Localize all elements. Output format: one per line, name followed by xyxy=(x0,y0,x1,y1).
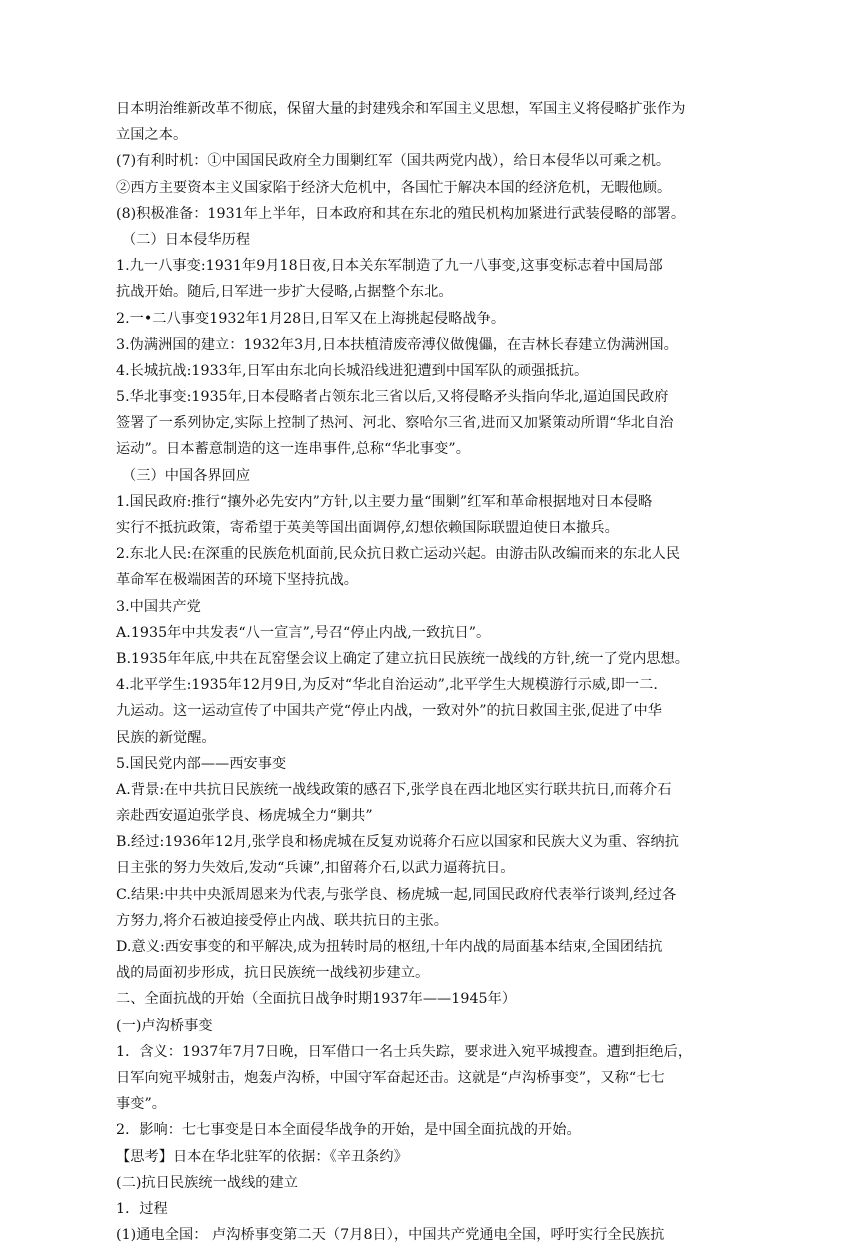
text-line: (一)卢沟桥事变 xyxy=(116,1017,213,1034)
text-line: 二、全面抗战的开始（全面抗日战争时期1937年——1945年） xyxy=(116,991,517,1008)
text-line: 实行不抵抗政策，寄希望于英美等国出面调停,幻想依赖国际联盟迫使日本撤兵。 xyxy=(116,520,619,536)
text-line: 4.长城抗战:1933年,日军由东北向长城沿线进犯遭到中国军队的顽强抵抗。 xyxy=(116,362,589,379)
text-line: 2．影响：七七事变是日本全面侵华战争的开始，是中国全面抗战的开始。 xyxy=(116,1122,581,1139)
text-line: 抗战开始。随后,日军进一步扩大侵略,占据整个东北。 xyxy=(116,284,453,301)
text-line: 1．过程 xyxy=(116,1200,168,1217)
text-line: (二)抗日民族统一战线的建立 xyxy=(116,1174,299,1191)
text-line: (7)有利时机：①中国国民政府全力围剿红军（国共两党内战），给日本侵华以可乘之机。 xyxy=(116,153,671,170)
text-line: A.1935年中共发表“八一宣言”,号召“停止内战,一致抗日”。 xyxy=(116,624,491,641)
text-line: 亲赴西安逼迫张学良、杨虎城全力“剿共” xyxy=(116,808,373,825)
text-line: （二）日本侵华历程 xyxy=(122,231,251,248)
text-line: 【思考】日本在华北驻军的依据：《辛丑条约》 xyxy=(116,1148,408,1165)
text-line: 日军向宛平城射击，炮轰卢沟桥，中国守军奋起还击。这就是“卢沟桥事变”，又称“七七 xyxy=(116,1069,665,1086)
text-line: A.背景:在中共抗日民族统一战线政策的感召下,张学良在西北地区实行联共抗日,而蒋介石 xyxy=(116,781,672,798)
text-line: 5.国民党内部——西安事变 xyxy=(116,755,287,772)
text-line: 1.国民政府:推行“攘外必先安内”方针,以主要力量“围剿”红军和革命根据地对日本侵略 xyxy=(116,493,653,510)
text-line: 民族的新觉醒。 xyxy=(116,729,216,746)
text-line: 革命军在极端困苦的环境下坚持抗战。 xyxy=(116,572,359,589)
text-line: ②西方主要资本主义国家陷于经济大危机中，各国忙于解决本国的经济危机，无暇他顾。 xyxy=(116,179,672,196)
text-line: 1．含义：1937年7月7日晚，日军借口一名士兵失踪，要求进入宛平城搜查。遭到拒绝后， xyxy=(116,1043,693,1060)
text-line: 运动”。日本蓄意制造的这一连串事件,总称“华北事变”。 xyxy=(116,441,470,458)
text-line: （三）中国各界回应 xyxy=(122,467,251,484)
text-line: 1.九一八事变:1931年9月18日夜,日本关东军制造了九一八事变,这事变标志着中国局部 xyxy=(116,258,663,275)
text-line: 日主张的努力失效后,发动“兵谏”,扣留蒋介石,以武力逼蒋抗日。 xyxy=(116,860,515,877)
text-line: 战的局面初步形成，抗日民族统一战线初步建立。 xyxy=(116,965,430,982)
text-line: 方努力,将介石被迫接受停止内战、联共抗日的主张。 xyxy=(116,912,449,929)
text-line: 2.东北人民:在深重的民族危机面前,民众抗日救亡运动兴起。由游击队改编而来的东北人民 xyxy=(116,546,681,563)
text-line: D.意义:西安事变的和平解决,成为扭转时局的枢纽,十年内战的局面基本结束,全国团结抗 xyxy=(116,939,663,955)
text-line: B.经过:1936年12月,张学良和杨虎城在反复劝说蒋介石应以国家和民族大义为重、容纳抗 xyxy=(116,834,679,851)
text-line: 签署了一系列协定,实际上控制了热河、河北、察哈尔三省,进而又加紧策动所谓“华北自治 xyxy=(116,415,674,432)
text-line: 3.伪满洲国的建立：1932年3月,日本扶植清废帝溥仪做傀儡，在吉林长春建立伪满洲国。 xyxy=(116,336,678,353)
text-line: B.1935年年底,中共在瓦窑堡会议上确定了建立抗日民族统一战线的方针,统一了党内思想。 xyxy=(116,650,690,667)
text-line: (1)通电全国： 卢沟桥事变第二天（7月8日），中国共产党通电全国，呼吁实行全民族抗 xyxy=(116,1227,665,1244)
text-line: 日本明治维新改革不彻底，保留大量的封建残余和军国主义思想，军国主义将侵略扩张作为 xyxy=(116,101,686,117)
text-line: 4.北平学生:1935年12月9日,为反对“华北自治运动”,北平学生大规模游行示威,即一二. xyxy=(116,677,658,694)
text-line: 2.一•二八事变1932年1月28日,日军又在上海挑起侵略战争。 xyxy=(116,310,506,327)
text-line: 5.华北事变:1935年,日本侵略者占领东北三省以后,又将侵略矛头指向华北,逼迫国民政府 xyxy=(116,389,669,406)
text-line: 事变”。 xyxy=(116,1096,167,1113)
document-page xyxy=(116,96,744,1248)
text-line: (8)积极准备：1931年上半年，日本政府和其在东北的殖民机构加紧进行武装侵略的部署。 xyxy=(116,205,686,222)
text-line: 九运动。这一运动宣传了中国共产党“停止内战，一致对外”的抗日救国主张,促进了中华 xyxy=(116,703,662,720)
text-line: 3.中国共产党 xyxy=(116,598,201,615)
text-line: C.结果:中共中央派周恩来为代表,与张学良、杨虎城一起,同国民政府代表举行谈判,经过各 xyxy=(116,886,677,903)
text-line: 立国之本。 xyxy=(116,127,188,144)
